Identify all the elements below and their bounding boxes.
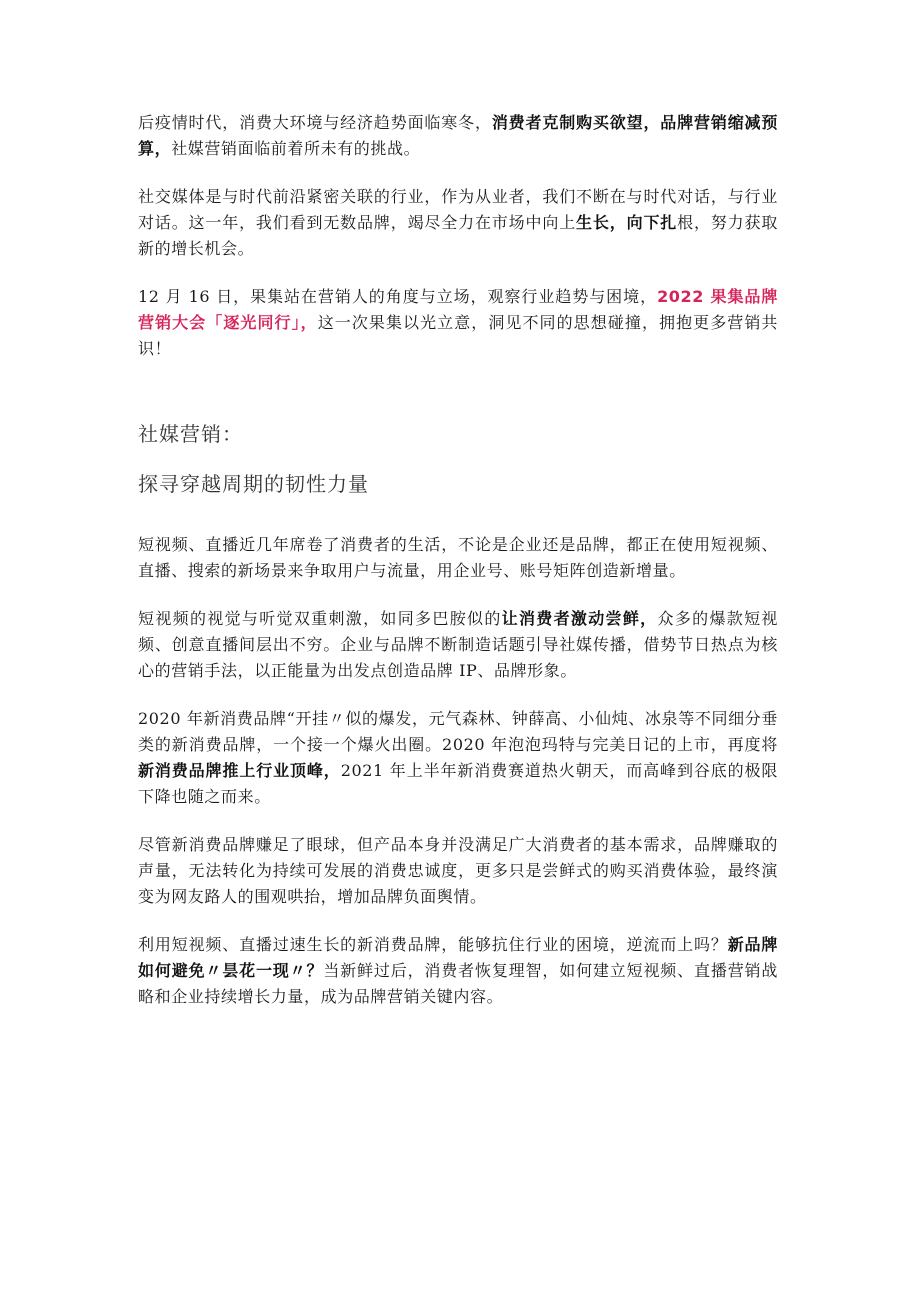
section-p5-emphasis: 新品牌如何避免〃昙花一现〃？ [138,935,778,980]
intro-p1-text-end: 社媒营销面临前着所未有的挑战。 [171,139,421,158]
section-p5-text-end: 当新鲜过后，消费者恢复理智，如何建立短视频、直播营销战略和企业持续增长力量，成为品牌营销关键内容。 [138,961,779,1006]
intro-p3-text: 12 月 16 日，果集站在营销人的角度与立场，观察行业趋势与困境， [138,287,658,306]
section-paragraph-4: 尽管新消费品牌赚足了眼球，但产品本身并没满足广大消费者的基本需求，品牌赚取的声量，无法转化为持续可发展的消费忠诚度，更多只是尝鲜式的购买消费体验，最终演变为网友路人的围观哄抬，增加品牌负面舆情。 [138,835,778,906]
intro-p2-emphasis: 生长，向下扎 [576,213,678,232]
intro-paragraph-2 [138,184,778,262]
document-page [138,110,778,1032]
section-paragraph-5 [138,932,778,1010]
section-heading: 社媒营销： [138,422,243,446]
section-p2-text-end: 众多的爆款短视频、创意直播间层出不穷。企业与品牌不断制造话题引导社媒传播，借势节日热点为核心的营销手法，以正能量为出发点创造品牌 IP、品牌形象。 [138,609,778,680]
section-paragraph-3 [138,706,778,810]
section-social-marketing [138,418,778,1010]
intro-p3-text-end: 这一次果集以光立意，洞见不同的思想碰撞，拥抱更多营销共识！ [138,313,778,358]
section-p3-emphasis: 新消费品牌推上行业顶峰， [138,761,341,780]
intro-paragraph-3 [138,284,778,362]
section-subheading: 探寻穿越周期的韧性力量 [138,472,369,496]
section-paragraph-2 [138,606,778,684]
intro-paragraph-1 [138,110,778,162]
intro-p2-text-end: 根，努力获取新的增长机会。 [138,213,778,258]
intro-p1-text: 后疫情时代，消费大环境与经济趋势面临寒冬， [138,113,492,132]
section-p3-text-end: 2021 年上半年新消费赛道热火朝天，而高峰到谷底的极限下降也随之而来。 [138,761,779,806]
event-name-highlight: 2022 果集品牌营销大会「逐光同行」， [138,287,778,332]
section-p2-emphasis: 让消费者激动尝鲜， [501,609,658,628]
intro-p2-text: 社交媒体是与时代前沿紧密关联的行业，作为从业者，我们不断在与时代对话，与行业对话。这一年，我们看到无数品牌，竭尽全力在市场中向上 [138,187,778,232]
section-p5-text: 利用短视频、直播过速生长的新消费品牌，能够抗住行业的困境，逆流而上吗？ [138,935,728,954]
section-p2-text: 短视频的视觉与听觉双重刺激，如同多巴胺似的 [138,609,502,628]
section-paragraph-1: 短视频、直播近几年席卷了消费者的生活，不论是企业还是品牌，都正在使用短视频、直播、搜索的新场景来争取用户与流量，用企业号、账号矩阵创造新增量。 [138,535,778,580]
intro-p1-emphasis: 消费者克制购买欲望，品牌营销缩减预算， [138,113,779,158]
section-p3-text: 2020 年新消费品牌“开挂〃似的爆发，元气森林、钟薛高、小仙炖、冰泉等不同细分垂类的新消费品牌，一个接一个爆火出圈。2020 年泡泡玛特与完美日记的上市，再度将 [138,709,778,754]
